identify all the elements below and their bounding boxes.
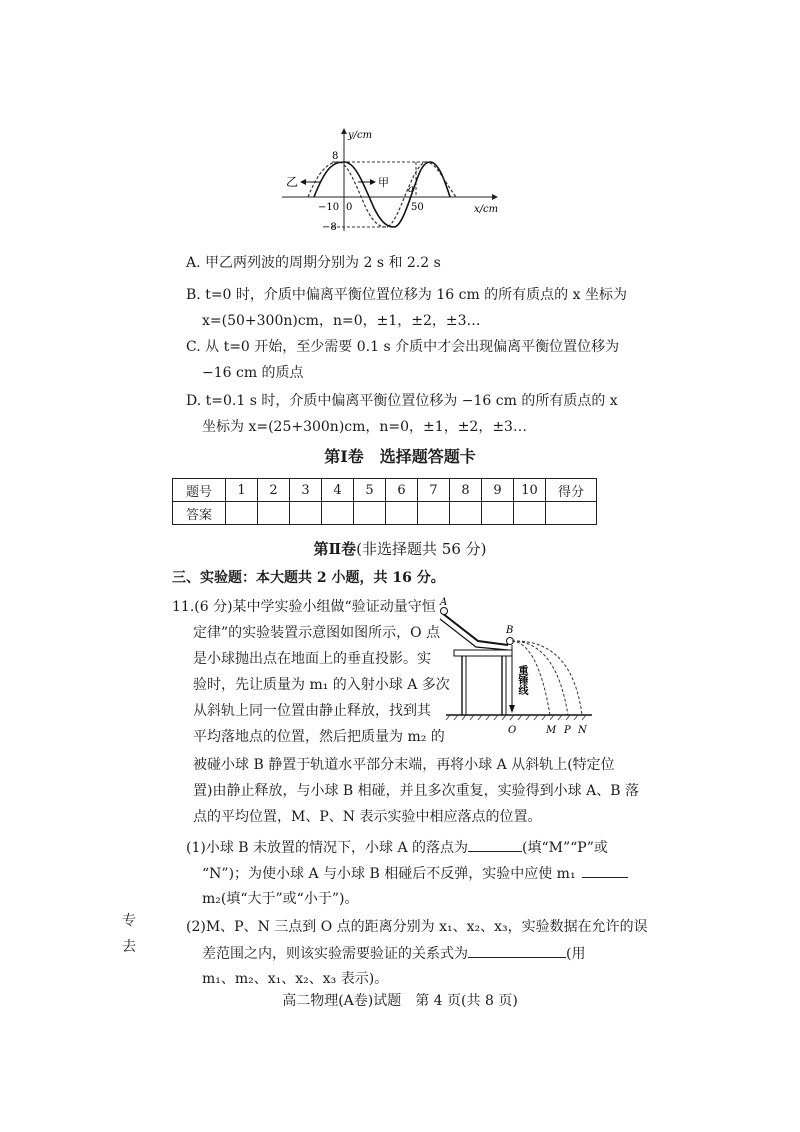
answer-cell[interactable] — [226, 502, 258, 525]
q11-sub2-text-c: (用 — [566, 946, 586, 962]
point-a-label: a — [408, 184, 414, 195]
x-axis-label: x/cm — [474, 204, 499, 215]
question-number: 8 — [450, 479, 482, 502]
answer-row-label: 答案 — [173, 502, 226, 525]
q11-line6: 平均落地点的位置，然后把质量为 m₂ 的 — [193, 729, 445, 745]
section2-title — [0, 538, 800, 559]
answer-cell[interactable] — [386, 502, 418, 525]
answer-cell[interactable] — [258, 502, 290, 525]
trajectory-p — [512, 641, 568, 715]
q11-sub1-text-c: “N”)；为使小球 A 与小球 B 相碰后不反弹，实验中应使 m₁ — [202, 866, 576, 882]
q11-sub2-line1: (2)M、P、N 三点到 O 点的距离分别为 x₁、x₂、x₃，实验数据在允许的误 — [186, 919, 648, 935]
q11-line2: 定律”的实验装置示意图如图所示，O 点 — [193, 625, 441, 641]
q11-line1: 11.(6 分)某中学实验小组做“验证动量守恒 — [172, 599, 436, 615]
table-header-label: 题号 — [173, 479, 226, 502]
table-top — [454, 650, 512, 656]
question-number: 9 — [482, 479, 514, 502]
wave-figure — [280, 126, 520, 238]
option-b-line2: x=(50+300n)cm，n=0，±1，±2，±3… — [202, 313, 481, 329]
question-number: 1 — [226, 479, 258, 502]
q11-sub1-text-a: (1)小球 B 未放置的情况下，小球 A 的落点为 — [186, 840, 469, 856]
answer-cell[interactable] — [290, 502, 322, 525]
question-number: 10 — [514, 479, 546, 502]
option-c-line2: −16 cm 的质点 — [202, 365, 304, 381]
q11-line4: 验时，先让质量为 m₁ 的入射小球 A 多次 — [193, 677, 450, 693]
section2-title-main: 第Ⅱ卷 — [313, 540, 357, 558]
arrow-yi-head — [300, 179, 306, 185]
q11-sub1-text-b: (填“M”“P”或 — [522, 840, 608, 856]
y-axis-label: y/cm — [348, 130, 373, 141]
q11-line3: 是小球抛出点在地面上的垂直投影。实 — [193, 651, 431, 667]
answer-cell[interactable] — [418, 502, 450, 525]
answer-cell[interactable] — [322, 502, 354, 525]
q11-sub2-text-b: 差范围之内，则该实验需要验证的关系式为 — [202, 946, 468, 962]
label-o: O — [508, 725, 517, 736]
q11-sub2-blank[interactable] — [468, 943, 566, 958]
plumb-weight — [509, 705, 515, 713]
x-neg-label: −10 — [318, 202, 340, 213]
y-axis-arrow — [341, 128, 347, 134]
section2-title-sub: (非选择题共 56 分) — [356, 540, 487, 558]
x-axis-arrow — [492, 194, 498, 200]
y-min-label: −8 — [322, 222, 337, 233]
wave-yi-label: 乙 — [286, 175, 299, 189]
option-a: A. 甲乙两列波的周期分别为 2 s 和 2.2 s — [186, 255, 441, 271]
answer-card-table — [172, 478, 597, 525]
ground-hatching — [446, 715, 586, 720]
ball-a — [441, 608, 448, 615]
y-max-label: 8 — [332, 151, 339, 162]
q11-line5: 从斜轨上同一位置由静止释放，找到其 — [193, 703, 431, 719]
answer-cell[interactable] — [514, 502, 546, 525]
q11-line9: 点的平均位置，M、P、N 表示实验中相应落点的位置。 — [193, 809, 542, 825]
option-b-line1: B. t=0 时，介质中偏离平衡位置位移为 16 cm 的所有质点的 x 坐标为 — [186, 287, 627, 303]
plumb-label-text: 重锤线 — [497, 665, 527, 676]
option-c-line1: C. 从 t=0 开始，至少需要 0.1 s 介质中才会出现偏离平衡位置位移为 — [186, 339, 620, 355]
option-d-line1: D. t=0.1 s 时，介质中偏离平衡位置位移为 −16 cm 的所有质点的 x — [186, 393, 618, 409]
question-number: 6 — [386, 479, 418, 502]
trajectory-m — [512, 641, 550, 715]
option-d-line2: 坐标为 x=(25+300n)cm，n=0，±1，±2，±3… — [202, 419, 527, 435]
answer-table-answer-row — [173, 502, 597, 525]
part3-heading: 三、实验题：本大题共 2 小题，共 16 分。 — [172, 570, 445, 586]
label-b: B — [506, 625, 514, 636]
label-p: P — [564, 725, 571, 736]
q11-sub2-line2 — [202, 943, 585, 964]
score-cell[interactable] — [546, 502, 597, 525]
x-zero-label: 0 — [346, 202, 353, 213]
q11-sub1-line2 — [202, 863, 628, 884]
section1-title: 第Ⅰ卷 选择题答题卡 — [324, 447, 476, 466]
answer-cell[interactable] — [354, 502, 386, 525]
answer-table-header-row — [173, 479, 597, 502]
arrow-jia-head — [370, 179, 376, 185]
q11-sub1-line1 — [186, 837, 608, 858]
experiment-apparatus-figure — [420, 595, 600, 745]
q11-line7: 被碰小球 B 静置于轨道水平部分末端，再将小球 A 从斜轨上(特定位 — [193, 757, 615, 773]
page-footer: 高二物理(A卷)试题 第 4 页(共 8 页) — [282, 993, 518, 1009]
question-number: 2 — [258, 479, 290, 502]
q11-sub1-blank2[interactable] — [582, 863, 628, 878]
inclined-rail-lower — [440, 619, 508, 650]
score-label: 得分 — [546, 479, 597, 502]
label-a: A — [440, 597, 448, 608]
wave-jia — [314, 162, 450, 227]
wave-jia-label: 甲 — [378, 176, 389, 189]
answer-cell[interactable] — [450, 502, 482, 525]
trajectory-n — [512, 641, 582, 715]
q11-sub1-line3: m₂(填“大于”或“小于”)。 — [202, 891, 359, 907]
label-n: N — [578, 725, 587, 736]
question-number: 7 — [418, 479, 450, 502]
q11-sub2-line3: m₁、m₂、x₁、x₂、x₃ 表示)。 — [202, 971, 389, 987]
label-m: M — [546, 725, 557, 736]
q11-line8: 置)由静止释放，与小球 B 相碰，并且多次重复，实验得到小球 A、B 落 — [193, 783, 639, 799]
question-number: 4 — [322, 479, 354, 502]
margin-note: 专去 — [122, 913, 136, 955]
answer-cell[interactable] — [482, 502, 514, 525]
x-50-label: 50 — [411, 202, 424, 213]
wave-yi — [308, 162, 456, 227]
question-number: 3 — [290, 479, 322, 502]
question-number: 5 — [354, 479, 386, 502]
q11-sub1-blank1[interactable] — [468, 837, 522, 852]
